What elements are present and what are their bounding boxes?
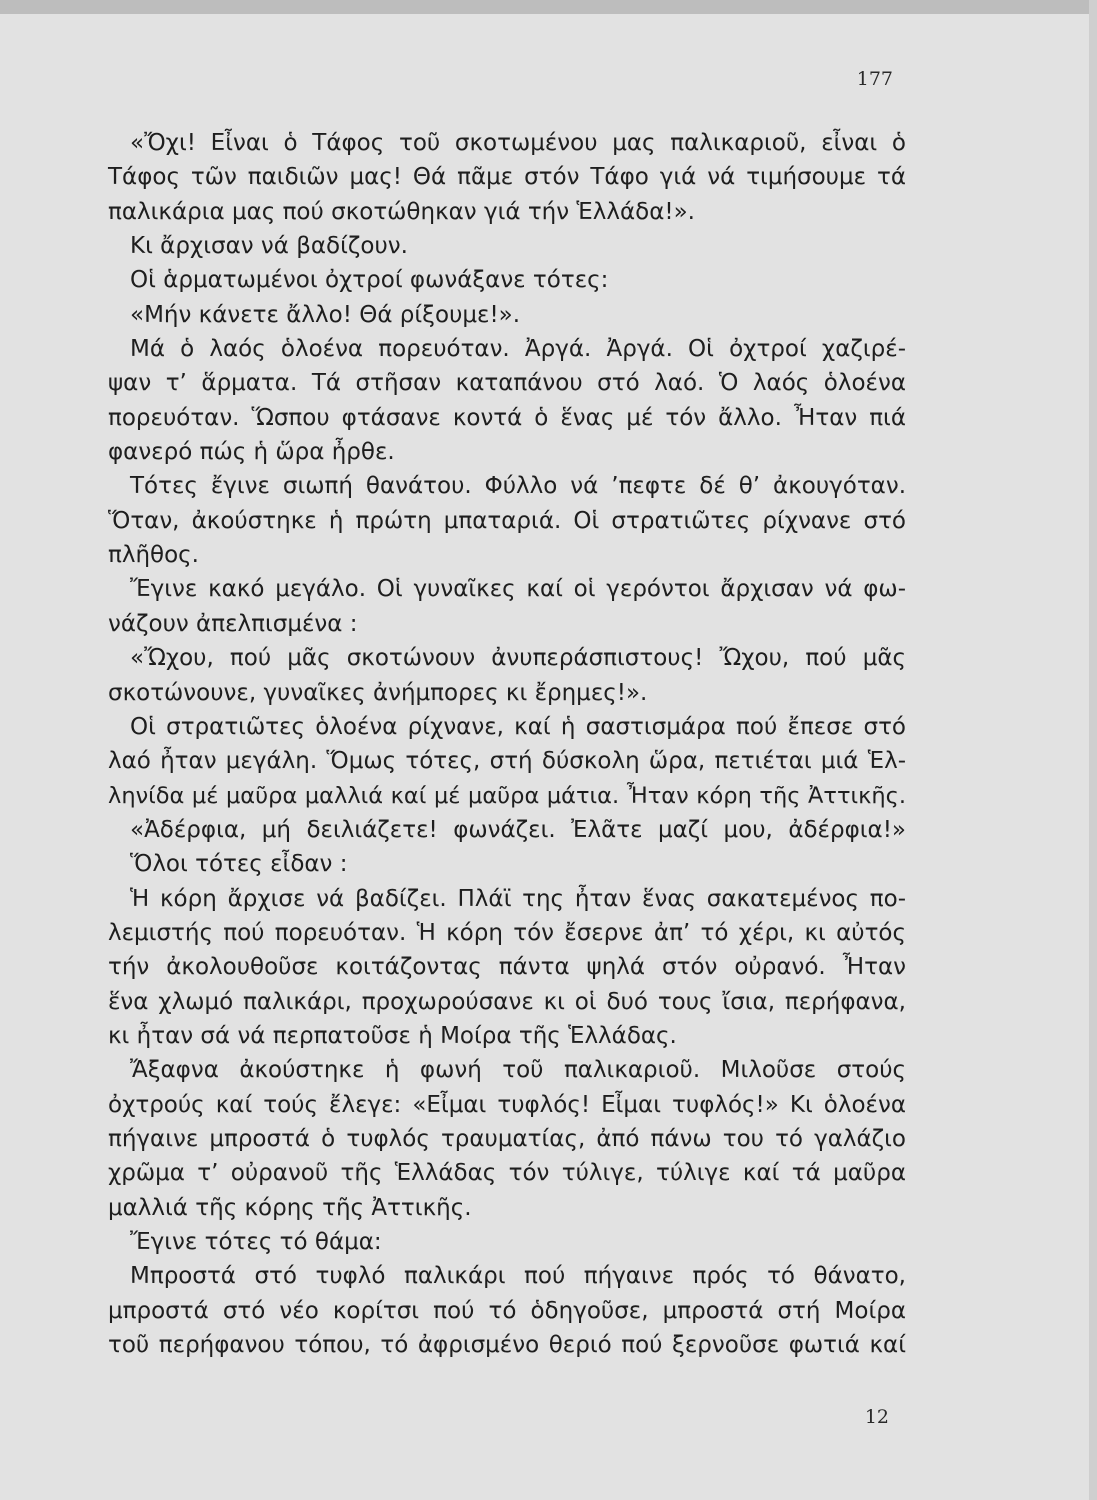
text-line: «Ἀδέρφια, μή δειλιάζετε! φωνάζει. Ἐλᾶτε μαζί μου, ἀδέρφια!» xyxy=(130,816,906,843)
page-top-edge xyxy=(0,0,1097,14)
text-line: Μπροστά στό τυφλό παλικάρι πού πήγαινε πρός τό θάνατο, xyxy=(130,1263,906,1290)
text-line: μαλλιά τῆς κόρης τῆς Ἀττικῆς. xyxy=(108,1194,472,1221)
text-line: πορευόταν. Ὥσπου φτάσανε κοντά ὁ ἕνας μέ τόν ἄλλο. Ἦταν πιά xyxy=(108,404,906,431)
text-line: παλικάρια μας πού σκοτώθηκαν γιά τήν Ἑλλάδα!». xyxy=(108,198,695,225)
text-line: Ἡ κόρη ἄρχισε νά βαδίζει. Πλάϊ της ἦταν ἕνας σακατεμένος πο- xyxy=(130,885,906,912)
text-line: Ἔγινε τότες τό θάμα: xyxy=(130,1229,382,1255)
text-line: «Ὄχι! Εἶναι ὁ Τάφος τοῦ σκοτωμένου μας παλικαριοῦ, εἶναι ὁ xyxy=(130,130,906,156)
text-line: χρῶμα τ’ οὐρανοῦ τῆς Ἑλλάδας τόν τύλιγε, τύλιγε καί τά μαῦρα xyxy=(108,1160,906,1187)
text-line: ὀχτρούς καί τούς ἔλεγε: «Εἶμαι τυφλός! Εἶμαι τυφλός!» Κι ὁλοένα xyxy=(108,1091,906,1118)
text-line: Ὅλοι τότες εἶδαν : xyxy=(130,851,348,878)
text-line: ληνίδα μέ μαῦρα μαλλιά καί μέ μαῦρα μάτια. Ἦταν κόρη τῆς Ἀττικῆς. xyxy=(108,782,906,809)
text-line: Οἱ στρατιῶτες ὁλοένα ρίχνανε, καί ἡ σαστισμάρα πού ἔπεσε στό xyxy=(130,713,906,740)
text-line: «Ὤχου, πού μᾶς σκοτώνουν ἀνυπεράσπιστους! Ὤχου, πού μᾶς xyxy=(130,645,906,672)
text-line: μπροστά στό νέο κορίτσι πού τό ὁδηγοῦσε, μπροστά στή Μοίρα xyxy=(108,1297,906,1324)
text-line: ψαν τ’ ἅρματα. Τά στῆσαν καταπάνου στό λαό. Ὁ λαός ὁλοένα xyxy=(108,370,906,397)
text-line: τήν ἀκολουθοῦσε κοιτάζοντας πάντα ψηλά στόν οὐρανό. Ἦταν xyxy=(108,954,906,981)
text-line: Ἄξαφνα ἀκούστηκε ἡ φωνή τοῦ παλικαριοῦ. Μιλοῦσε στούς xyxy=(130,1057,906,1084)
text-line: Ἔγινε κακό μεγάλο. Οἱ γυναῖκες καί οἱ γερόντοι ἄρχισαν νά φω- xyxy=(130,576,906,603)
text-line: σκοτώνουνε, γυναῖκες ἀνήμπορες κι ἔρημες!». xyxy=(108,679,648,706)
text-body xyxy=(108,126,906,1362)
page-number: 177 xyxy=(856,68,893,90)
text-line: Ὅταν, ἀκούστηκε ἡ πρώτη μπαταριά. Οἱ στρατιῶτες ρίχνανε στό xyxy=(108,507,906,534)
text-line: Τότες ἔγινε σιωπή θανάτου. Φύλλο νά ’πεφτε δέ θ’ ἀκουγόταν. xyxy=(130,473,906,500)
text-line: «Μήν κάνετε ἄλλο! Θά ρίξουμε!». xyxy=(130,301,521,328)
text-line: Οἱ ἁρματωμένοι ὀχτροί φωνάξανε τότες: xyxy=(130,267,609,294)
signature-mark: 12 xyxy=(864,1406,889,1428)
page-right-edge xyxy=(1089,0,1097,1500)
text-line: Μά ὁ λαός ὁλοένα πορευόταν. Ἀργά. Ἀργά. Οἱ ὀχτροί χαζιρέ- xyxy=(130,336,906,363)
text-line: νάζουν ἀπελπισμένα : xyxy=(108,610,358,637)
text-line: ἕνα χλωμό παλικάρι, προχωρούσανε κι οἱ δυό τους ἴσια, περήφανα, xyxy=(108,988,906,1015)
text-line: φανερό πώς ἡ ὥρα ἦρθε. xyxy=(108,439,395,466)
text-line: λεμιστής πού πορευόταν. Ἡ κόρη τόν ἔσερνε ἀπ’ τό χέρι, κι αὐτός xyxy=(108,919,906,946)
text-line: πλῆθος. xyxy=(108,542,199,569)
text-line: τοῦ περήφανου τόπου, τό ἀφρισμένο θεριό πού ξερνοῦσε φωτιά καί xyxy=(108,1332,906,1359)
text-line: λαό ἦταν μεγάλη. Ὅμως τότες, στή δύσκολη ὥρα, πετιέται μιά Ἑλ- xyxy=(108,748,906,775)
text-line: Κι ἄρχισαν νά βαδίζουν. xyxy=(130,233,408,260)
text-line: κι ἦταν σά νά περπατοῦσε ἡ Μοίρα τῆς Ἑλλάδας. xyxy=(108,1022,677,1049)
text-line: πήγαινε μπροστά ὁ τυφλός τραυματίας, ἀπό πάνω του τό γαλάζιο xyxy=(108,1125,906,1152)
text-line: Τάφος τῶν παιδιῶν μας! Θά πᾶμε στόν Τάφο γιά νά τιμήσουμε τά xyxy=(108,164,906,191)
